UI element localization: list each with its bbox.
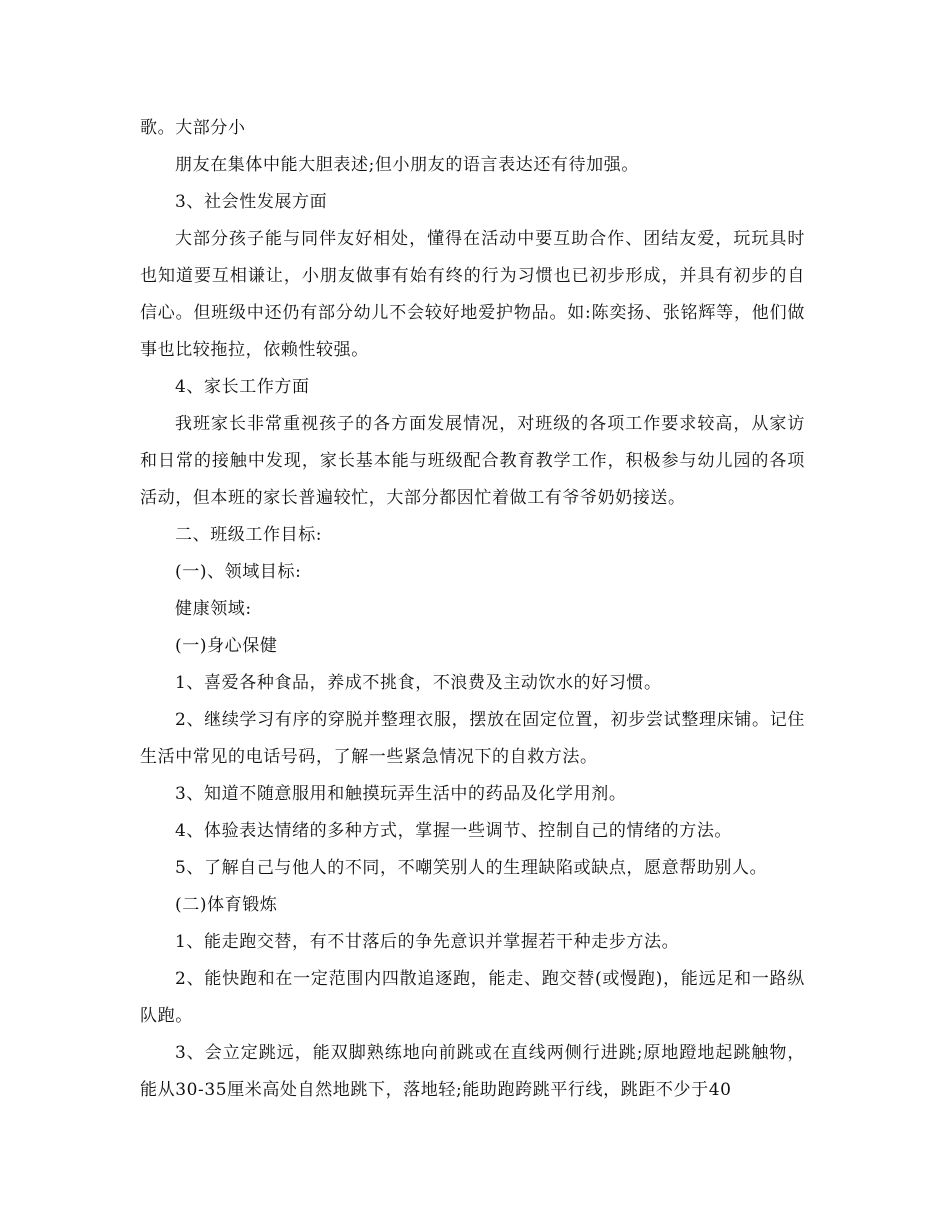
document-body — [140, 110, 805, 1109]
list-item: 3、会立定跳远，能双脚熟练地向前跳或在直线两侧行进跳;原地蹬地起跳触物，能从30-35厘米高处自然地跳下，落地轻;能助跑跨跳平行线，跳距不少于40 — [140, 1043, 805, 1100]
section-heading: 4、家长工作方面 — [175, 377, 310, 397]
section-heading: 二、班级工作目标: — [175, 525, 323, 545]
subsection-heading: (二)体育锻炼 — [175, 895, 278, 915]
list-item: 1、喜爱各种食品，养成不挑食，不浪费及主动饮水的好习惯。 — [175, 673, 662, 693]
list-item: 1、能走跑交替，有不甘落后的争先意识并掌握若干种走步方法。 — [175, 932, 680, 952]
list-item: 2、继续学习有序的穿脱并整理衣服，摆放在固定位置，初步尝试整理床铺。记住生活中常见的电话号码，了解一些紧急情况下的自救方法。 — [140, 710, 805, 767]
list-item: 5、了解自己与他人的不同，不嘲笑别人的生理缺陷或缺点，愿意帮助别人。 — [175, 858, 768, 878]
paragraph: 大部分孩子能与同伴友好相处，懂得在活动中要互助合作、团结友爱，玩玩具时也知道要互相谦让，小朋友做事有始有终的行为习惯也已初步形成，并具有初步的自信心。但班级中还仍有部分幼儿不会较好地爱护物品。如:陈奕扬、张铭辉等，他们做事也比较拖拉，依赖性较强。 — [140, 229, 805, 360]
list-item: 3、知道不随意服用和触摸玩弄生活中的药品及化学用剂。 — [175, 784, 627, 804]
paragraph: 歌。大部分小 — [140, 118, 246, 138]
subsection-heading: (一)、领域目标: — [175, 562, 302, 582]
list-item: 2、能快跑和在一定范围内四散追逐跑，能走、跑交替(或慢跑)，能远足和一路纵队跑。 — [140, 969, 805, 1026]
subsection-heading: 健康领域: — [175, 599, 252, 619]
subsection-heading: (一)身心保健 — [175, 636, 278, 656]
paragraph: 我班家长非常重视孩子的各方面发展情况，对班级的各项工作要求较高，从家访和日常的接触中发现，家长基本能与班级配合教育教学工作，积极参与幼儿园的各项活动，但本班的家长普遍较忙，大部分都因忙着做工有爷爷奶奶接送。 — [140, 414, 805, 508]
section-heading: 3、社会性发展方面 — [175, 192, 328, 212]
paragraph: 朋友在集体中能大胆表述;但小朋友的语言表达还有待加强。 — [175, 155, 639, 175]
list-item: 4、体验表达情绪的多种方式，掌握一些调节、控制自己的情绪的方法。 — [175, 821, 733, 841]
